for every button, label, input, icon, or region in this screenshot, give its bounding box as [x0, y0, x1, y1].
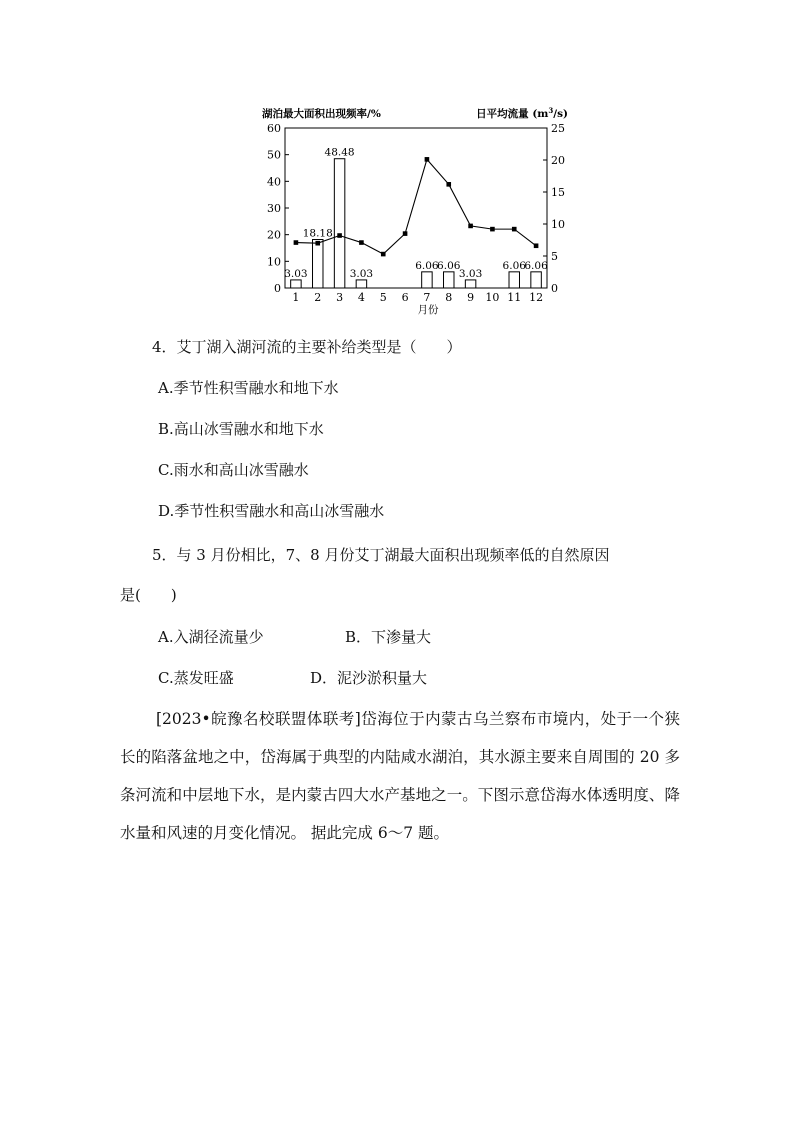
frequency-bar [356, 280, 366, 288]
flow-point [490, 227, 495, 232]
passage-daihai: [2023•皖豫名校联盟体联考]岱海位于内蒙古乌兰察布市境内，处于一个狭长的陷落盆地之中，岱海属于典型的内陆咸水湖泊，其水源主要来自周围的 20 多条河流和中层地下水，是内蒙古四大水产基地之一。下图示意岱海水体透明度、降水量和风速的月变化情况。 据此完成 6～7 题。 [120, 710, 680, 842]
plot-area [267, 122, 565, 304]
bar-value-label: 3.03 [284, 267, 308, 280]
flow-line [296, 159, 536, 254]
option-5b: B．下渗量大 [345, 628, 432, 646]
flow-point [315, 241, 320, 246]
frequency-bar [422, 272, 432, 288]
right-tick-label: 0 [551, 282, 558, 295]
right-tick-label: 15 [551, 186, 565, 199]
left-tick-label: 60 [267, 122, 281, 135]
flow-point [359, 240, 364, 245]
question-4: 4．艾丁湖入湖河流的主要补给类型是（ ） [152, 338, 462, 356]
option-5d: D．泥沙淤积量大 [310, 669, 428, 687]
bar-value-label: 48.48 [324, 146, 355, 159]
x-tick-label: 7 [423, 291, 431, 304]
option-4a: A.季节性积雪融水和地下水 [158, 379, 339, 397]
option-4d: D.季节性积雪融水和高山冰雪融水 [158, 502, 385, 520]
bar-value-label: 6.06 [502, 259, 526, 272]
left-tick-label: 20 [267, 228, 281, 242]
frequency-bar [313, 240, 323, 288]
bar-value-label: 6.06 [415, 259, 439, 272]
left-tick-label: 0 [274, 282, 281, 295]
x-tick-label: 9 [467, 291, 475, 304]
x-tick-label: 1 [292, 291, 300, 304]
flow-point [425, 157, 430, 162]
flow-point [534, 243, 539, 248]
right-tick-label: 25 [551, 122, 565, 135]
right-axis-title: 日平均流量 $(m^3/s)$ [476, 105, 568, 120]
frequency-bar [465, 280, 475, 288]
x-tick-label: 6 [401, 291, 409, 304]
left-tick-label: 50 [267, 148, 281, 162]
x-axis-title: 月份 [417, 304, 439, 316]
left-tick-label: 40 [267, 175, 281, 189]
right-tick-label: 5 [551, 250, 558, 263]
flow-point [468, 224, 473, 229]
left-tick-label: 10 [267, 255, 281, 269]
option-5c: C.蒸发旺盛 [158, 669, 234, 687]
x-tick-label: 8 [445, 291, 453, 304]
right-tick-label: 20 [551, 154, 565, 167]
x-tick-label: 12 [529, 291, 544, 304]
bar-value-label: 3.03 [458, 267, 483, 280]
x-tick-label: 4 [357, 291, 365, 304]
lake-flow-chart [250, 100, 580, 320]
option-4c: C.雨水和高山冰雪融水 [158, 461, 309, 479]
option-4b: B.高山冰雪融水和地下水 [158, 420, 324, 438]
x-tick-label: 11 [507, 291, 522, 304]
x-tick-label: 10 [485, 291, 500, 304]
option-5a: A.入湖径流量少 [158, 628, 264, 646]
left-axis-title: 湖泊最大面积出现频率/% [262, 108, 381, 120]
flow-point [337, 233, 342, 238]
bar-value-label: 6.06 [437, 259, 461, 272]
left-tick-label: 30 [267, 202, 281, 215]
flow-point [512, 227, 517, 232]
bar-value-label: 3.03 [349, 267, 374, 280]
x-tick-label: 5 [379, 291, 387, 304]
frequency-bar [509, 272, 519, 288]
x-tick-label: 2 [314, 291, 322, 304]
flow-point [446, 182, 451, 187]
bar-value-label: 6.06 [524, 259, 548, 272]
frequency-bar [444, 272, 454, 288]
flow-point [381, 252, 386, 257]
frequency-bar [291, 280, 301, 288]
flow-point [294, 240, 299, 245]
bar-value-label: 18.18 [302, 227, 333, 240]
flow-point [403, 231, 408, 236]
question-5-line2: 是( ) [120, 586, 177, 604]
x-tick-label: 3 [336, 291, 344, 304]
frequency-bar [531, 272, 541, 288]
frequency-bar [334, 159, 344, 288]
right-tick-label: 10 [551, 218, 565, 231]
question-5-line1: 5．与 3 月份相比，7、8 月份艾丁湖最大面积出现频率低的自然原因 [152, 546, 610, 564]
